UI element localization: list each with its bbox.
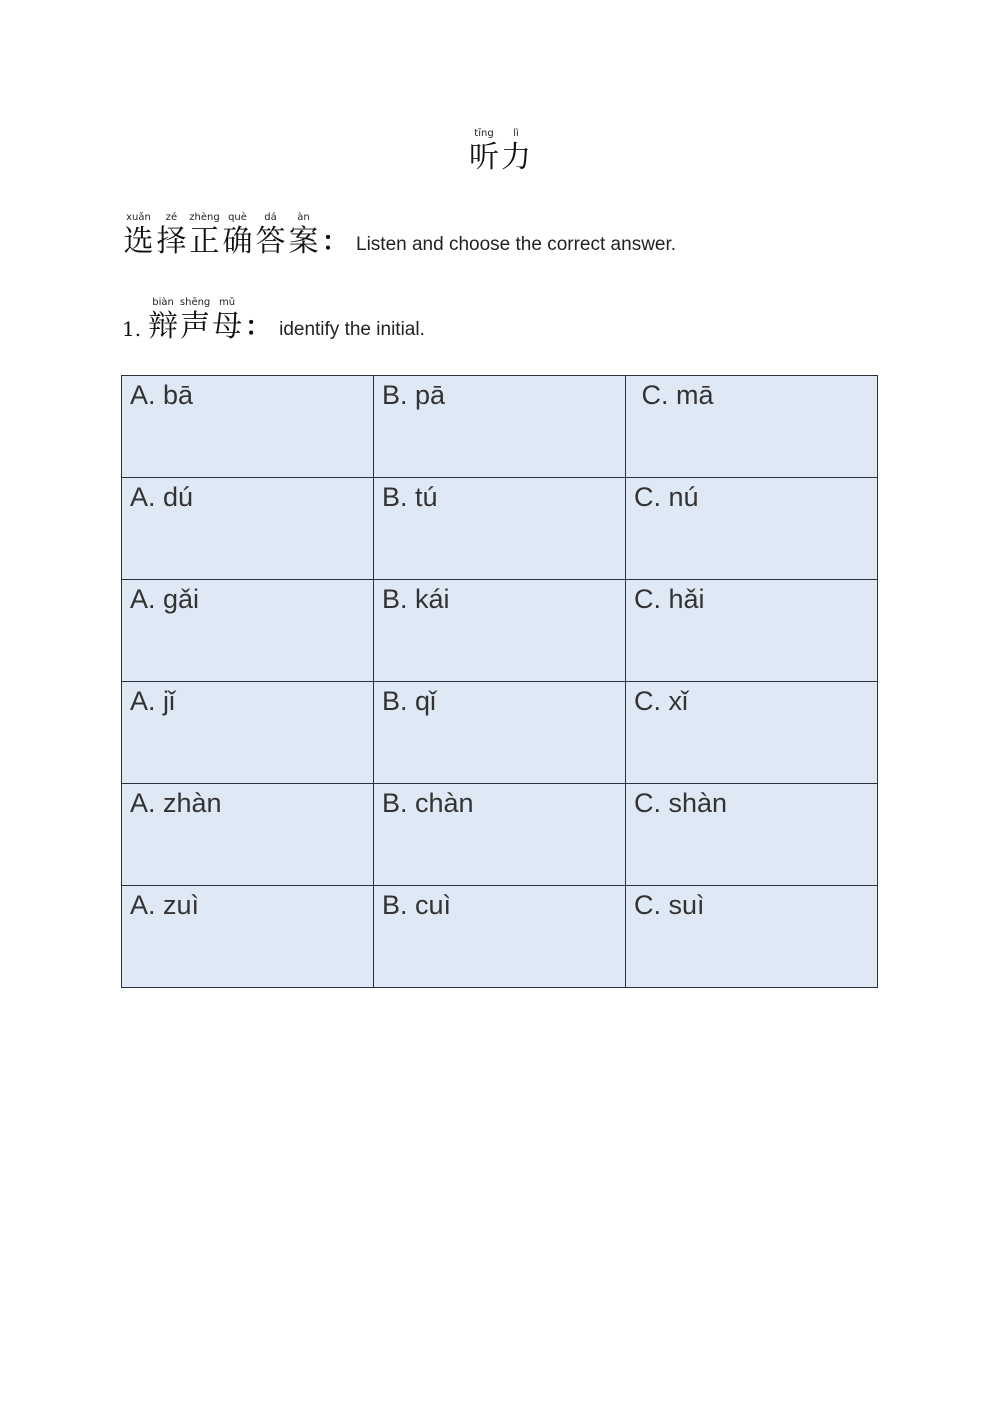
pinyin: àn [297,212,310,223]
hanzi: 正 [189,224,220,259]
section-heading [122,297,425,345]
option-cell[interactable]: C. shàn [626,784,878,886]
hanzi: 力 [501,140,531,175]
option-cell[interactable]: A. gǎi [122,580,374,682]
option-cell[interactable]: B. tú [374,478,626,580]
option-cell[interactable]: B. chàn [374,784,626,886]
instruction-colon: ： [322,227,349,257]
hanzi: 辩 [148,309,179,344]
instruction-char [122,212,155,260]
title-char [500,128,532,176]
pinyin: mǔ [219,297,236,308]
hanzi: 案 [288,224,319,259]
option-cell[interactable]: A. zuì [122,886,374,988]
hanzi: 答 [255,224,286,259]
table-row [122,376,878,478]
pinyin: què [228,212,247,223]
hanzi: 确 [222,224,253,259]
section-colon: ： [245,312,272,342]
instruction-char [155,212,188,260]
page-title [0,128,1000,176]
instruction [122,212,676,260]
option-cell[interactable]: C. xǐ [626,682,878,784]
hanzi: 选 [123,224,154,259]
option-cell[interactable]: A. jǐ [122,682,374,784]
option-cell[interactable]: B. cuì [374,886,626,988]
option-cell[interactable]: B. qǐ [374,682,626,784]
option-cell[interactable]: A. zhàn [122,784,374,886]
hanzi: 母 [212,309,243,344]
option-cell[interactable]: C. suì [626,886,878,988]
pinyin: lì [513,128,519,139]
option-cell[interactable]: A. dú [122,478,374,580]
option-cell[interactable]: B. kái [374,580,626,682]
section-char [211,297,243,345]
section-char [179,297,211,345]
answer-table [121,375,878,988]
instruction-english: Listen and choose the correct answer. [356,234,677,255]
pinyin: dá [264,212,277,223]
table-row [122,784,878,886]
table-row [122,580,878,682]
table-row [122,682,878,784]
instruction-char [188,212,221,260]
instruction-char [254,212,287,260]
pinyin: xuǎn [126,212,151,223]
table-row [122,478,878,580]
option-cell[interactable]: C. nú [626,478,878,580]
option-cell[interactable]: C. mā [626,376,878,478]
title-char [468,128,500,176]
pinyin: biàn [152,297,174,308]
pinyin: tīng [474,128,494,139]
instruction-char [221,212,254,260]
instruction-char [287,212,320,260]
table-row [122,886,878,988]
hanzi: 听 [469,140,499,175]
section-number: 1. [122,317,142,341]
section-char [147,297,179,345]
pinyin: zhèng [189,212,220,223]
hanzi: 声 [180,309,211,344]
option-cell[interactable]: A. bā [122,376,374,478]
pinyin: zé [165,212,178,223]
option-cell[interactable]: C. hǎi [626,580,878,682]
section-english: identify the initial. [279,319,425,340]
hanzi: 择 [156,224,187,259]
option-cell[interactable]: B. pā [374,376,626,478]
pinyin: shēng [179,297,211,308]
